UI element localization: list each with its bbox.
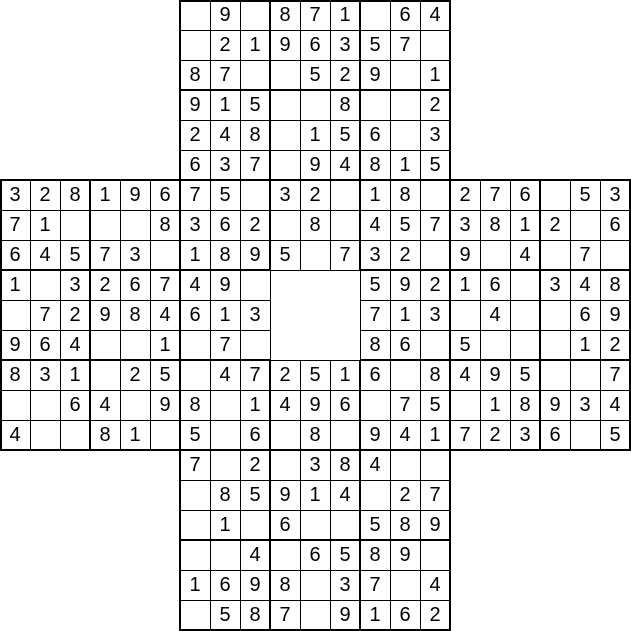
cell-r4c10-empty[interactable] bbox=[270, 90, 300, 120]
cell-r17c10-given[interactable]: 9 bbox=[270, 480, 300, 510]
cell-r8c18-given[interactable]: 1 bbox=[510, 210, 540, 240]
cell-r17c7-empty[interactable] bbox=[180, 480, 210, 510]
cell-r14c5-empty[interactable] bbox=[120, 390, 150, 420]
cell-r8c1-given[interactable]: 7 bbox=[0, 210, 30, 240]
cell-r19c10-empty[interactable] bbox=[270, 540, 300, 570]
cell-r14c18-given[interactable]: 8 bbox=[510, 390, 540, 420]
cell-r10c1-given[interactable]: 1 bbox=[0, 270, 30, 300]
cell-r8c15-given[interactable]: 7 bbox=[420, 210, 450, 240]
cell-r11c13-given[interactable]: 7 bbox=[360, 300, 390, 330]
cell-r3c12-given[interactable]: 2 bbox=[330, 60, 360, 90]
cell-r18c9-empty[interactable] bbox=[240, 510, 270, 540]
cell-r10c4-given[interactable]: 2 bbox=[90, 270, 120, 300]
cell-r14c8-empty[interactable] bbox=[210, 390, 240, 420]
cell-r11c7-given[interactable]: 6 bbox=[180, 300, 210, 330]
cell-r7c1-given[interactable]: 3 bbox=[0, 180, 30, 210]
cell-r12c7-empty[interactable] bbox=[180, 330, 210, 360]
cell-r13c21-given[interactable]: 7 bbox=[600, 360, 630, 390]
cell-r10c2-empty[interactable] bbox=[30, 270, 60, 300]
cell-r7c10-given[interactable]: 3 bbox=[270, 180, 300, 210]
cell-r11c21-given[interactable]: 9 bbox=[600, 300, 630, 330]
grid-line bbox=[270, 270, 301, 271]
cell-r1c11-given[interactable]: 7 bbox=[300, 0, 330, 30]
cell-r13c1-given[interactable]: 8 bbox=[0, 360, 30, 390]
cell-r1c12-given[interactable]: 1 bbox=[330, 0, 360, 30]
cell-r16c12-given[interactable]: 8 bbox=[330, 450, 360, 480]
cell-r13c8-given[interactable]: 4 bbox=[210, 360, 240, 390]
cell-r8c19-given[interactable]: 2 bbox=[540, 210, 570, 240]
cell-r15c14-given[interactable]: 4 bbox=[390, 420, 420, 450]
cell-r17c13-empty[interactable] bbox=[360, 480, 390, 510]
cell-r16c15-empty[interactable] bbox=[420, 450, 450, 480]
cell-r14c21-given[interactable]: 4 bbox=[600, 390, 630, 420]
cell-r9c19-empty[interactable] bbox=[540, 240, 570, 270]
cell-r7c13-given[interactable]: 1 bbox=[360, 180, 390, 210]
cell-r14c15-given[interactable]: 5 bbox=[420, 390, 450, 420]
cell-r14c4-given[interactable]: 4 bbox=[90, 390, 120, 420]
cell-r15c1-given[interactable]: 4 bbox=[0, 420, 30, 450]
cell-r8c13-given[interactable]: 4 bbox=[360, 210, 390, 240]
cell-r15c20-empty[interactable] bbox=[570, 420, 600, 450]
cell-r17c14-given[interactable]: 2 bbox=[390, 480, 420, 510]
cell-r15c21-given[interactable]: 5 bbox=[600, 420, 630, 450]
cell-r14c12-given[interactable]: 6 bbox=[330, 390, 360, 420]
cell-r14c3-given[interactable]: 6 bbox=[60, 390, 90, 420]
cell-r7c12-empty[interactable] bbox=[330, 180, 360, 210]
cell-r10c14-given[interactable]: 9 bbox=[390, 270, 420, 300]
cell-r15c19-given[interactable]: 6 bbox=[540, 420, 570, 450]
cell-r11c19-empty[interactable] bbox=[540, 300, 570, 330]
cell-r4c8-given[interactable]: 1 bbox=[210, 90, 240, 120]
cell-r2c7-empty[interactable] bbox=[180, 30, 210, 60]
cell-r21c8-given[interactable]: 5 bbox=[210, 600, 240, 630]
cell-r12c13-given[interactable]: 8 bbox=[360, 330, 390, 360]
cell-r6c8-given[interactable]: 3 bbox=[210, 150, 240, 180]
cell-r16c10-empty[interactable] bbox=[270, 450, 300, 480]
cell-r9c20-given[interactable]: 7 bbox=[570, 240, 600, 270]
cell-r13c6-given[interactable]: 5 bbox=[150, 360, 180, 390]
cell-r12c6-given[interactable]: 1 bbox=[150, 330, 180, 360]
cell-r15c18-given[interactable]: 3 bbox=[510, 420, 540, 450]
cell-r2c11-given[interactable]: 6 bbox=[300, 30, 330, 60]
cell-r15c5-given[interactable]: 1 bbox=[120, 420, 150, 450]
cell-r12c18-empty[interactable] bbox=[510, 330, 540, 360]
cell-r15c8-empty[interactable] bbox=[210, 420, 240, 450]
cell-r9c12-given[interactable]: 7 bbox=[330, 240, 360, 270]
cell-r9c11-empty[interactable] bbox=[300, 240, 330, 270]
cell-r7c7-given[interactable]: 7 bbox=[180, 180, 210, 210]
cell-r11c8-given[interactable]: 1 bbox=[210, 300, 240, 330]
cell-r5c7-given[interactable]: 2 bbox=[180, 120, 210, 150]
grid-line bbox=[270, 330, 271, 361]
cell-r16c11-given[interactable]: 3 bbox=[300, 450, 330, 480]
cell-r4c13-empty[interactable] bbox=[360, 90, 390, 120]
cell-r13c4-empty[interactable] bbox=[90, 360, 120, 390]
cell-r5c15-given[interactable]: 3 bbox=[420, 120, 450, 150]
cell-r10c21-given[interactable]: 8 bbox=[600, 270, 630, 300]
cell-r11c3-given[interactable]: 2 bbox=[60, 300, 90, 330]
cell-r7c6-given[interactable]: 6 bbox=[150, 180, 180, 210]
cell-r6c9-given[interactable]: 7 bbox=[240, 150, 270, 180]
cell-r21c7-empty[interactable] bbox=[180, 600, 210, 630]
cell-r9c21-empty[interactable] bbox=[600, 240, 630, 270]
cell-r5c13-given[interactable]: 6 bbox=[360, 120, 390, 150]
cell-r1c13-empty[interactable] bbox=[360, 0, 390, 30]
cell-r17c9-given[interactable]: 5 bbox=[240, 480, 270, 510]
cell-r11c14-given[interactable]: 1 bbox=[390, 300, 420, 330]
cell-r14c19-given[interactable]: 9 bbox=[540, 390, 570, 420]
cell-r21c13-given[interactable]: 1 bbox=[360, 600, 390, 630]
cell-r1c15-given[interactable]: 4 bbox=[420, 0, 450, 30]
cell-r21c15-given[interactable]: 2 bbox=[420, 600, 450, 630]
cell-r9c18-given[interactable]: 4 bbox=[510, 240, 540, 270]
cell-r10c19-given[interactable]: 3 bbox=[540, 270, 570, 300]
cell-r15c7-given[interactable]: 5 bbox=[180, 420, 210, 450]
cell-r8c8-given[interactable]: 6 bbox=[210, 210, 240, 240]
grid-line bbox=[270, 300, 271, 331]
cell-r3c14-empty[interactable] bbox=[390, 60, 420, 90]
cell-r7c16-given[interactable]: 2 bbox=[450, 180, 480, 210]
cell-r12c19-empty[interactable] bbox=[540, 330, 570, 360]
cell-r20c11-empty[interactable] bbox=[300, 570, 330, 600]
cell-r3c9-empty[interactable] bbox=[240, 60, 270, 90]
cell-r4c14-empty[interactable] bbox=[390, 90, 420, 120]
cell-r13c7-empty[interactable] bbox=[180, 360, 210, 390]
cell-r12c21-given[interactable]: 2 bbox=[600, 330, 630, 360]
cell-r16c14-empty[interactable] bbox=[390, 450, 420, 480]
cell-r17c12-given[interactable]: 4 bbox=[330, 480, 360, 510]
cell-r8c5-empty[interactable] bbox=[120, 210, 150, 240]
cell-r20c13-given[interactable]: 7 bbox=[360, 570, 390, 600]
cell-r8c6-given[interactable]: 8 bbox=[150, 210, 180, 240]
cell-r15c6-empty[interactable] bbox=[150, 420, 180, 450]
cell-r21c9-given[interactable]: 8 bbox=[240, 600, 270, 630]
cell-r17c8-given[interactable]: 8 bbox=[210, 480, 240, 510]
cell-r6c14-given[interactable]: 1 bbox=[390, 150, 420, 180]
cell-r8c10-empty[interactable] bbox=[270, 210, 300, 240]
cell-r12c5-empty[interactable] bbox=[120, 330, 150, 360]
cell-r13c10-given[interactable]: 2 bbox=[270, 360, 300, 390]
cell-r9c13-given[interactable]: 3 bbox=[360, 240, 390, 270]
cell-r3c11-given[interactable]: 5 bbox=[300, 60, 330, 90]
cell-r1c10-given[interactable]: 8 bbox=[270, 0, 300, 30]
cell-r15c15-given[interactable]: 1 bbox=[420, 420, 450, 450]
cell-r7c14-given[interactable]: 8 bbox=[390, 180, 420, 210]
cell-r13c20-empty[interactable] bbox=[570, 360, 600, 390]
cell-r11c16-empty[interactable] bbox=[450, 300, 480, 330]
cell-r14c10-given[interactable]: 4 bbox=[270, 390, 300, 420]
cell-r18c13-given[interactable]: 5 bbox=[360, 510, 390, 540]
cell-r9c14-given[interactable]: 2 bbox=[390, 240, 420, 270]
cell-r16c8-empty[interactable] bbox=[210, 450, 240, 480]
cell-r10c7-given[interactable]: 4 bbox=[180, 270, 210, 300]
cell-r14c16-empty[interactable] bbox=[450, 390, 480, 420]
cell-r12c4-empty[interactable] bbox=[90, 330, 120, 360]
cell-r15c11-given[interactable]: 8 bbox=[300, 420, 330, 450]
cell-r12c1-given[interactable]: 9 bbox=[0, 330, 30, 360]
cell-r7c3-given[interactable]: 8 bbox=[60, 180, 90, 210]
cell-r9c16-given[interactable]: 9 bbox=[450, 240, 480, 270]
cell-r9c17-empty[interactable] bbox=[480, 240, 510, 270]
cell-r7c5-given[interactable]: 9 bbox=[120, 180, 150, 210]
cell-r13c13-given[interactable]: 6 bbox=[360, 360, 390, 390]
cell-r13c16-given[interactable]: 4 bbox=[450, 360, 480, 390]
cell-r8c17-given[interactable]: 8 bbox=[480, 210, 510, 240]
cell-r4c9-given[interactable]: 5 bbox=[240, 90, 270, 120]
cell-r6c7-given[interactable]: 6 bbox=[180, 150, 210, 180]
cell-r9c4-given[interactable]: 7 bbox=[90, 240, 120, 270]
cell-r1c7-empty[interactable] bbox=[180, 0, 210, 30]
cell-r8c12-empty[interactable] bbox=[330, 210, 360, 240]
cell-r12c14-given[interactable]: 6 bbox=[390, 330, 420, 360]
cell-r18c12-empty[interactable] bbox=[330, 510, 360, 540]
cell-r9c7-given[interactable]: 1 bbox=[180, 240, 210, 270]
cell-r19c8-empty[interactable] bbox=[210, 540, 240, 570]
cell-r5c9-given[interactable]: 8 bbox=[240, 120, 270, 150]
cell-r19c9-given[interactable]: 4 bbox=[240, 540, 270, 570]
cell-r1c8-given[interactable]: 9 bbox=[210, 0, 240, 30]
cell-r2c15-empty[interactable] bbox=[420, 30, 450, 60]
cell-r12c2-given[interactable]: 6 bbox=[30, 330, 60, 360]
cell-r20c9-given[interactable]: 9 bbox=[240, 570, 270, 600]
cell-r11c6-given[interactable]: 4 bbox=[150, 300, 180, 330]
cell-r19c14-given[interactable]: 9 bbox=[390, 540, 420, 570]
cell-r2c8-given[interactable]: 2 bbox=[210, 30, 240, 60]
cell-r16c9-given[interactable]: 2 bbox=[240, 450, 270, 480]
cell-r3c8-given[interactable]: 7 bbox=[210, 60, 240, 90]
cell-r6c10-empty[interactable] bbox=[270, 150, 300, 180]
cell-r18c10-given[interactable]: 6 bbox=[270, 510, 300, 540]
cell-r20c8-given[interactable]: 6 bbox=[210, 570, 240, 600]
cell-r12c20-given[interactable]: 1 bbox=[570, 330, 600, 360]
grid-line bbox=[270, 270, 271, 301]
cell-r12c3-given[interactable]: 4 bbox=[60, 330, 90, 360]
cell-r14c13-empty[interactable] bbox=[360, 390, 390, 420]
cell-r13c17-given[interactable]: 9 bbox=[480, 360, 510, 390]
cell-r14c6-given[interactable]: 9 bbox=[150, 390, 180, 420]
cell-r11c15-given[interactable]: 3 bbox=[420, 300, 450, 330]
cell-r20c10-given[interactable]: 8 bbox=[270, 570, 300, 600]
cell-r13c2-given[interactable]: 3 bbox=[30, 360, 60, 390]
cell-r8c4-empty[interactable] bbox=[90, 210, 120, 240]
cell-r5c14-empty[interactable] bbox=[390, 120, 420, 150]
cell-r8c11-given[interactable]: 8 bbox=[300, 210, 330, 240]
cell-r5c8-given[interactable]: 4 bbox=[210, 120, 240, 150]
cell-r8c21-given[interactable]: 6 bbox=[600, 210, 630, 240]
cell-r13c11-given[interactable]: 5 bbox=[300, 360, 330, 390]
cell-r9c10-given[interactable]: 5 bbox=[270, 240, 300, 270]
cell-r7c20-given[interactable]: 5 bbox=[570, 180, 600, 210]
cell-r3c7-given[interactable]: 8 bbox=[180, 60, 210, 90]
cell-r10c6-given[interactable]: 7 bbox=[150, 270, 180, 300]
cell-r20c12-given[interactable]: 3 bbox=[330, 570, 360, 600]
cell-r7c9-empty[interactable] bbox=[240, 180, 270, 210]
cell-r3c13-given[interactable]: 9 bbox=[360, 60, 390, 90]
cell-r11c5-given[interactable]: 8 bbox=[120, 300, 150, 330]
cell-r19c15-empty[interactable] bbox=[420, 540, 450, 570]
cell-r4c15-given[interactable]: 2 bbox=[420, 90, 450, 120]
cell-r4c7-given[interactable]: 9 bbox=[180, 90, 210, 120]
cell-r7c18-given[interactable]: 6 bbox=[510, 180, 540, 210]
cell-r2c10-given[interactable]: 9 bbox=[270, 30, 300, 60]
cell-r19c12-given[interactable]: 5 bbox=[330, 540, 360, 570]
cell-r15c16-given[interactable]: 7 bbox=[450, 420, 480, 450]
cell-r8c16-given[interactable]: 3 bbox=[450, 210, 480, 240]
cell-r18c11-empty[interactable] bbox=[300, 510, 330, 540]
cell-r10c3-given[interactable]: 3 bbox=[60, 270, 90, 300]
cell-r18c8-given[interactable]: 1 bbox=[210, 510, 240, 540]
cell-r13c15-given[interactable]: 8 bbox=[420, 360, 450, 390]
cell-r20c14-empty[interactable] bbox=[390, 570, 420, 600]
cell-r11c20-given[interactable]: 6 bbox=[570, 300, 600, 330]
cell-r14c1-empty[interactable] bbox=[0, 390, 30, 420]
cell-r10c20-given[interactable]: 4 bbox=[570, 270, 600, 300]
cell-r13c5-given[interactable]: 2 bbox=[120, 360, 150, 390]
cell-r21c12-given[interactable]: 9 bbox=[330, 600, 360, 630]
cell-r15c4-given[interactable]: 8 bbox=[90, 420, 120, 450]
cell-r16c13-given[interactable]: 4 bbox=[360, 450, 390, 480]
cell-r8c14-given[interactable]: 5 bbox=[390, 210, 420, 240]
cell-r15c9-given[interactable]: 6 bbox=[240, 420, 270, 450]
cell-r18c14-given[interactable]: 8 bbox=[390, 510, 420, 540]
cell-r13c14-empty[interactable] bbox=[390, 360, 420, 390]
cell-r7c4-given[interactable]: 1 bbox=[90, 180, 120, 210]
cell-r21c10-given[interactable]: 7 bbox=[270, 600, 300, 630]
cell-r6c13-given[interactable]: 8 bbox=[360, 150, 390, 180]
cell-r18c15-given[interactable]: 9 bbox=[420, 510, 450, 540]
cell-r10c15-given[interactable]: 2 bbox=[420, 270, 450, 300]
cell-r1c14-given[interactable]: 6 bbox=[390, 0, 420, 30]
cell-r20c15-given[interactable]: 4 bbox=[420, 570, 450, 600]
cell-r16c7-given[interactable]: 7 bbox=[180, 450, 210, 480]
cell-r4c12-given[interactable]: 8 bbox=[330, 90, 360, 120]
cell-r15c2-empty[interactable] bbox=[30, 420, 60, 450]
cell-r8c20-empty[interactable] bbox=[570, 210, 600, 240]
cell-r10c9-empty[interactable] bbox=[240, 270, 270, 300]
cell-r9c2-given[interactable]: 4 bbox=[30, 240, 60, 270]
cell-r10c17-given[interactable]: 6 bbox=[480, 270, 510, 300]
cell-r10c18-empty[interactable] bbox=[510, 270, 540, 300]
cell-r12c15-empty[interactable] bbox=[420, 330, 450, 360]
cell-r7c15-empty[interactable] bbox=[420, 180, 450, 210]
cell-r21c14-given[interactable]: 6 bbox=[390, 600, 420, 630]
cell-r13c18-given[interactable]: 5 bbox=[510, 360, 540, 390]
cell-r8c3-empty[interactable] bbox=[60, 210, 90, 240]
cell-r8c2-given[interactable]: 1 bbox=[30, 210, 60, 240]
cell-r7c17-given[interactable]: 7 bbox=[480, 180, 510, 210]
cell-r9c3-given[interactable]: 5 bbox=[60, 240, 90, 270]
cell-r17c11-given[interactable]: 1 bbox=[300, 480, 330, 510]
cell-r11c17-given[interactable]: 4 bbox=[480, 300, 510, 330]
grid-line bbox=[300, 270, 331, 271]
cell-r13c19-empty[interactable] bbox=[540, 360, 570, 390]
cell-r14c9-given[interactable]: 1 bbox=[240, 390, 270, 420]
cell-r7c8-given[interactable]: 5 bbox=[210, 180, 240, 210]
cell-r15c3-empty[interactable] bbox=[60, 420, 90, 450]
cell-r15c10-empty[interactable] bbox=[270, 420, 300, 450]
cell-r7c2-given[interactable]: 2 bbox=[30, 180, 60, 210]
cell-r21c11-empty[interactable] bbox=[300, 600, 330, 630]
cell-r2c14-given[interactable]: 7 bbox=[390, 30, 420, 60]
cell-r12c9-empty[interactable] bbox=[240, 330, 270, 360]
cell-r3c15-given[interactable]: 1 bbox=[420, 60, 450, 90]
cell-r9c8-given[interactable]: 8 bbox=[210, 240, 240, 270]
cell-r8c7-given[interactable]: 3 bbox=[180, 210, 210, 240]
cell-r10c8-given[interactable]: 9 bbox=[210, 270, 240, 300]
cell-r14c2-empty[interactable] bbox=[30, 390, 60, 420]
cell-r9c1-given[interactable]: 6 bbox=[0, 240, 30, 270]
cell-r9c6-empty[interactable] bbox=[150, 240, 180, 270]
cell-r13c9-given[interactable]: 7 bbox=[240, 360, 270, 390]
cell-r12c17-empty[interactable] bbox=[480, 330, 510, 360]
cell-r5c11-given[interactable]: 1 bbox=[300, 120, 330, 150]
cell-r7c19-empty[interactable] bbox=[540, 180, 570, 210]
cell-r5c10-empty[interactable] bbox=[270, 120, 300, 150]
cell-r1c9-empty[interactable] bbox=[240, 0, 270, 30]
cell-r11c2-given[interactable]: 7 bbox=[30, 300, 60, 330]
cell-r15c17-given[interactable]: 2 bbox=[480, 420, 510, 450]
cell-r7c11-given[interactable]: 2 bbox=[300, 180, 330, 210]
cell-r19c7-empty[interactable] bbox=[180, 540, 210, 570]
cell-r8c9-given[interactable]: 2 bbox=[240, 210, 270, 240]
cell-r3c10-empty[interactable] bbox=[270, 60, 300, 90]
cell-r7c21-given[interactable]: 3 bbox=[600, 180, 630, 210]
cell-r12c8-given[interactable]: 7 bbox=[210, 330, 240, 360]
cell-r13c12-given[interactable]: 1 bbox=[330, 360, 360, 390]
cell-r14c11-given[interactable]: 9 bbox=[300, 390, 330, 420]
cell-r2c9-given[interactable]: 1 bbox=[240, 30, 270, 60]
cell-r14c7-given[interactable]: 8 bbox=[180, 390, 210, 420]
cell-r2c12-given[interactable]: 3 bbox=[330, 30, 360, 60]
cell-r4c11-empty[interactable] bbox=[300, 90, 330, 120]
cell-r18c7-empty[interactable] bbox=[180, 510, 210, 540]
cell-r14c17-given[interactable]: 1 bbox=[480, 390, 510, 420]
cell-r15c12-empty[interactable] bbox=[330, 420, 360, 450]
grid-line bbox=[330, 270, 361, 271]
cell-r12c16-given[interactable]: 5 bbox=[450, 330, 480, 360]
cell-r17c15-given[interactable]: 7 bbox=[420, 480, 450, 510]
cell-r20c7-given[interactable]: 1 bbox=[180, 570, 210, 600]
cell-r19c13-given[interactable]: 8 bbox=[360, 540, 390, 570]
cell-r11c1-empty[interactable] bbox=[0, 300, 30, 330]
cell-r13c3-given[interactable]: 1 bbox=[60, 360, 90, 390]
cell-r15c13-given[interactable]: 9 bbox=[360, 420, 390, 450]
cell-r14c20-given[interactable]: 3 bbox=[570, 390, 600, 420]
cell-r14c14-given[interactable]: 7 bbox=[390, 390, 420, 420]
cell-r6c12-given[interactable]: 4 bbox=[330, 150, 360, 180]
cell-r19c11-given[interactable]: 6 bbox=[300, 540, 330, 570]
cell-r11c9-given[interactable]: 3 bbox=[240, 300, 270, 330]
cell-r2c13-given[interactable]: 5 bbox=[360, 30, 390, 60]
cell-r6c15-given[interactable]: 5 bbox=[420, 150, 450, 180]
cell-r9c9-given[interactable]: 9 bbox=[240, 240, 270, 270]
cell-r11c18-empty[interactable] bbox=[510, 300, 540, 330]
cell-r10c13-given[interactable]: 5 bbox=[360, 270, 390, 300]
cell-r10c16-given[interactable]: 1 bbox=[450, 270, 480, 300]
cell-r9c5-given[interactable]: 3 bbox=[120, 240, 150, 270]
cell-r6c11-given[interactable]: 9 bbox=[300, 150, 330, 180]
cell-r5c12-given[interactable]: 5 bbox=[330, 120, 360, 150]
cell-r9c15-empty[interactable] bbox=[420, 240, 450, 270]
cell-r11c4-given[interactable]: 9 bbox=[90, 300, 120, 330]
cell-r10c5-given[interactable]: 6 bbox=[120, 270, 150, 300]
